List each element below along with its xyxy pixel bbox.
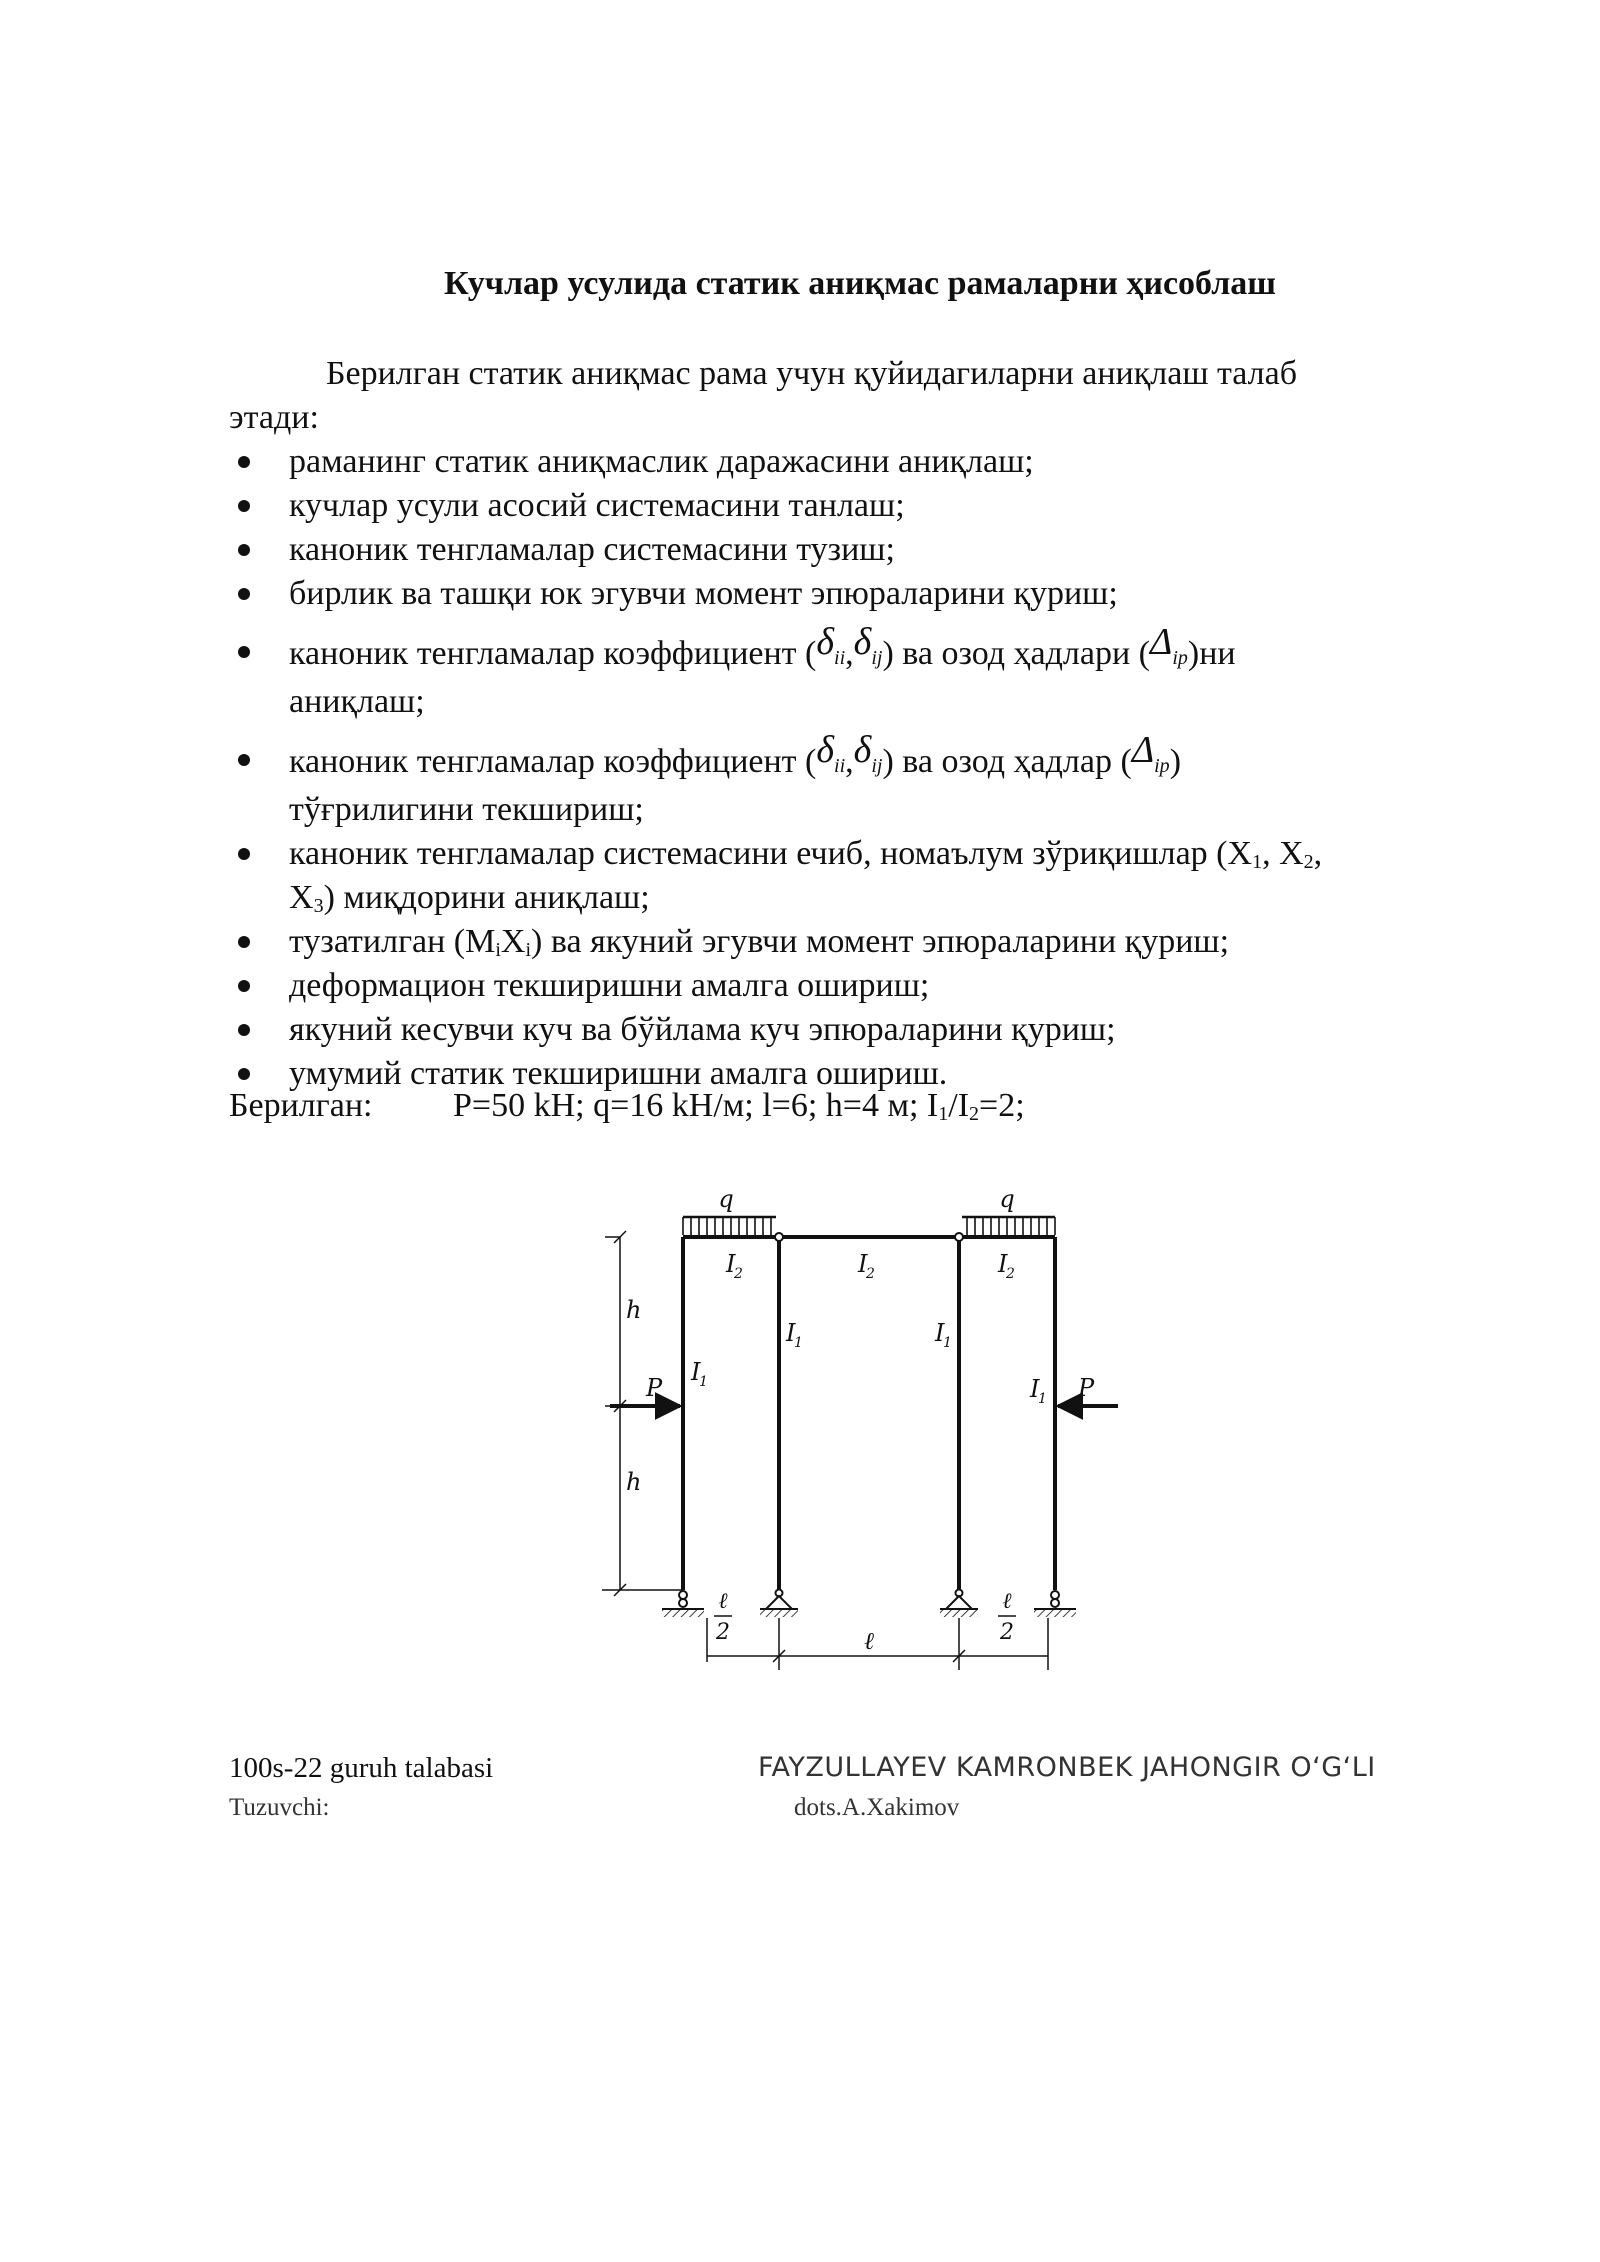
task-item-10: якуний кесувчи куч ва бўйлама куч эпюраларини қуриш; xyxy=(229,1008,1489,1052)
given-data xyxy=(229,1084,1025,1128)
task-item-7: каноник тенгламалар системасини ечиб, номаълум зўриқишлар ($X_1$, $X_2$, $X_3$) миқдорини аниқлаш; xyxy=(229,832,1489,920)
svg-text:2: 2 xyxy=(716,1620,730,1645)
given-values: P=50 kH; q=16 kH/м; l=6; h=4 м; $I_1/I_2=2$; xyxy=(453,1087,1025,1125)
span-dimension xyxy=(707,1618,1048,1670)
svg-text:1: 1 xyxy=(943,1335,952,1351)
delta-symbol: δ xyxy=(816,729,835,771)
delta-symbol: δ xyxy=(853,729,872,771)
task-item-4: бирлик ва ташқи юк эгувчи момент эпюраларини қуриш; xyxy=(229,572,1489,616)
intro-line-1: Берилган статик аниқмас рама учун қуйидагиларни аниқлаш талаб xyxy=(326,355,1298,392)
label-I2-left xyxy=(725,1250,743,1282)
student-group: 100s-22 guruh talabasi xyxy=(229,1752,494,1784)
delta-symbol: δ xyxy=(816,621,835,663)
composer-label: Tuzuvchi: xyxy=(229,1794,330,1821)
capital-delta-symbol: Δ xyxy=(1150,621,1173,663)
svg-text:2: 2 xyxy=(734,1266,743,1282)
svg-text:ℓ: ℓ xyxy=(718,1589,728,1614)
task-item-9: деформацион текширишни амалга ошириш; xyxy=(229,964,1489,1008)
task-item-5: каноник тенгламалар коэффициент (δii,δij) ва озод ҳадлари (Δip)ни аниқлаш; xyxy=(229,616,1489,724)
label-I2-middle xyxy=(857,1250,875,1282)
label-I1-left-inner xyxy=(785,1319,803,1351)
label-q-left: q xyxy=(718,1190,734,1213)
composer-name: dots.A.Xakimov xyxy=(794,1794,960,1821)
label-half-span-right xyxy=(998,1589,1016,1645)
svg-text:I: I xyxy=(786,1319,796,1347)
label-P-left: P xyxy=(646,1374,663,1402)
svg-text:I: I xyxy=(998,1250,1008,1278)
svg-text:I: I xyxy=(691,1358,701,1386)
hinge-left xyxy=(775,1233,783,1241)
svg-text:ℓ: ℓ xyxy=(1002,1589,1012,1614)
svg-text:I: I xyxy=(1030,1375,1040,1403)
support-left-roller xyxy=(662,1591,704,1617)
svg-text:I: I xyxy=(935,1319,945,1347)
task-item-2: кучлар усули асосий системасини танлаш; xyxy=(229,484,1489,528)
support-right-roller xyxy=(1034,1591,1076,1617)
distributed-load-right xyxy=(962,1217,1055,1235)
height-dimension xyxy=(602,1231,682,1596)
label-half-span-left xyxy=(714,1589,732,1645)
svg-text:1: 1 xyxy=(699,1374,708,1390)
distributed-load-left xyxy=(683,1217,776,1235)
label-I1-right-inner xyxy=(934,1319,952,1351)
svg-text:I: I xyxy=(726,1250,736,1278)
frame-diagram xyxy=(590,1190,1130,1690)
svg-text:2: 2 xyxy=(1000,1620,1014,1645)
label-h-upper: h xyxy=(626,1296,642,1324)
task-item-3: каноник тенгламалар системасини тузиш; xyxy=(229,528,1489,572)
task-list xyxy=(229,440,1489,1096)
label-q-right: q xyxy=(999,1190,1015,1213)
label-P-right: P xyxy=(1078,1374,1095,1402)
svg-text:2: 2 xyxy=(866,1266,875,1282)
hinge-right xyxy=(955,1233,963,1241)
label-I2-right xyxy=(997,1250,1015,1282)
given-label: Берилган: xyxy=(229,1087,373,1124)
label-I1-left-outer xyxy=(690,1358,708,1390)
capital-delta-symbol: Δ xyxy=(1131,729,1155,771)
svg-text:1: 1 xyxy=(794,1335,803,1351)
label-I1-right-outer xyxy=(1029,1375,1047,1407)
delta-symbol: δ xyxy=(853,621,872,663)
label-h-lower: h xyxy=(626,1468,642,1496)
intro-line-2: этади: xyxy=(229,399,319,436)
svg-text:1: 1 xyxy=(1038,1391,1047,1407)
svg-text:2: 2 xyxy=(1006,1266,1015,1282)
student-name: FAYZULLAYEV KAMRONBEK JAHONGIR O‘G‘LI xyxy=(758,1752,1376,1783)
svg-text:I: I xyxy=(858,1250,868,1278)
task-item-8: тузатилган $(M_iX_i)$ ва якуний эгувчи момент эпюраларини қуриш; xyxy=(229,920,1489,964)
task-item-11: умумий статик текширишни амалга ошириш. xyxy=(229,1052,1489,1096)
label-span: ℓ xyxy=(864,1627,874,1655)
task-item-1: раманинг статик аниқмаслик даражасини аниқлаш; xyxy=(229,440,1489,484)
document-title: Кучлар усулида статик аниқмас рамаларни ҳисоблаш xyxy=(444,265,1276,302)
support-right-pin xyxy=(940,1590,978,1618)
support-left-pin xyxy=(760,1590,798,1618)
task-item-6: каноник тенгламалар коэффициент (δii,δij) ва озод ҳадлар (Δip) тўғрилигини текшириш; xyxy=(229,724,1489,832)
